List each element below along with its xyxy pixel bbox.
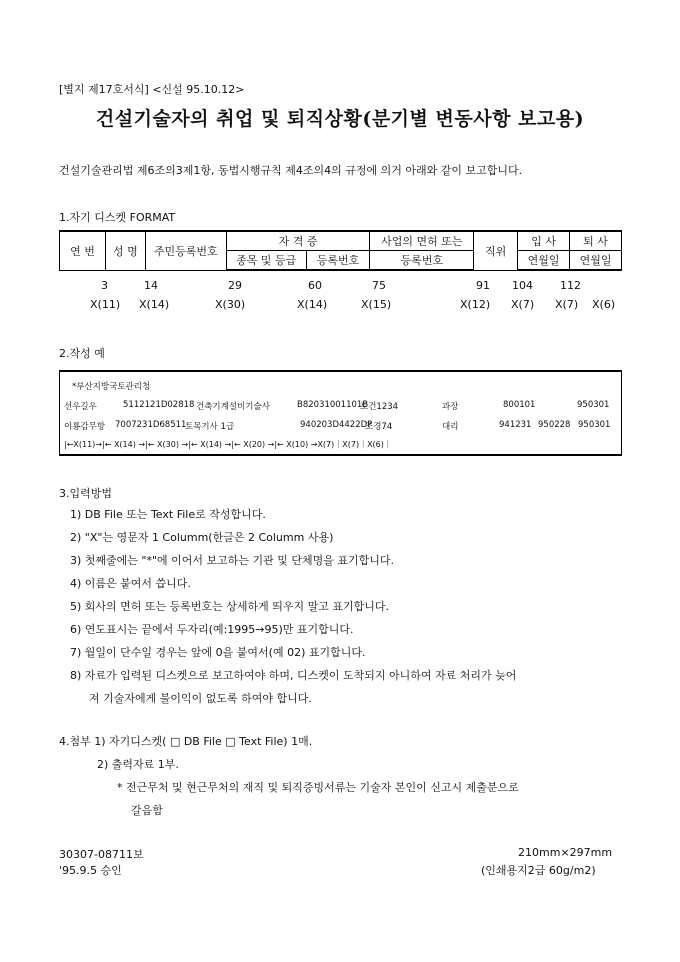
input-method-item: 5) 회사의 면허 또는 등록번호는 상세하게 띄우지 말고 표기합니다. xyxy=(70,600,390,613)
paper-size: 210mm×297mm xyxy=(518,846,613,859)
example-box xyxy=(59,370,622,456)
input-method-item: 1) DB File 또는 Text File로 작성합니다. xyxy=(70,508,266,521)
example-cell: 941231 xyxy=(499,420,532,430)
example-length-line: |←X(11)→|← X(14) →|← X(30) →|← X(14) →|← X(20) →|← X(10) →X(7)｜X(7)｜X(6)｜ xyxy=(64,440,392,449)
header-qualification: 자 격 증 xyxy=(226,231,370,251)
header-category-grade: 종목 및 등급 xyxy=(226,251,306,271)
example-cell: 800101 xyxy=(503,400,536,410)
input-method-item: 7) 월일이 단수일 경우는 앞에 0을 붙여서(예 02) 표기합니다. xyxy=(70,646,366,659)
field-position: 14 xyxy=(144,279,158,292)
section2-heading: 2.작성 예 xyxy=(59,347,105,360)
attachment-note-continued: 갈음함 xyxy=(131,804,163,817)
example-cell: 조경74 xyxy=(365,422,393,432)
attachment-note: * 전근무처 및 현근무처의 재직 및 퇴직증빙서류는 기술자 본인이 신고시 제출분으로 xyxy=(117,781,519,794)
example-cell: 건축기계설비기술사 xyxy=(196,402,270,412)
section3-heading: 3.입력방법 xyxy=(59,487,112,500)
field-length: X(30) xyxy=(215,298,246,311)
input-method-item: 8) 자료가 입력된 디스켓으로 보고하여야 하며, 디스켓이 도착되지 아니하여 자료 처리가 늦어 xyxy=(70,669,517,682)
input-method-item: 3) 첫째줄에는 "*"에 이어서 보고하는 기관 및 단체명을 표기합니다. xyxy=(70,554,395,567)
input-method-item: 4) 이름은 붙여서 씁니다. xyxy=(70,577,191,590)
input-method-item: 6) 연도표시는 끝에서 두자리(예:1995→95)만 표기합니다. xyxy=(70,623,354,636)
form-label: [별지 제17호서식] <신설 95.10.12> xyxy=(59,83,245,96)
header-hire: 입 사 xyxy=(518,231,570,251)
header-qual-reg-no: 등록번호 xyxy=(306,251,370,271)
field-length: X(14) xyxy=(297,298,328,311)
example-cell: 7007231D68511 xyxy=(115,420,187,430)
example-cell: 950301 xyxy=(577,400,610,410)
document-title: 건설기술자의 취업 및 퇴직상황(분기별 변동사항 보고용) xyxy=(95,108,585,130)
field-length: X(15) xyxy=(361,298,392,311)
example-cell: 950228 xyxy=(538,420,571,430)
input-method-item-continued: 져 기술자에게 불이익이 없도록 하여야 합니다. xyxy=(89,692,312,705)
header-position: 직위 xyxy=(474,231,518,270)
field-length: X(7) xyxy=(511,298,535,311)
field-length: X(11) xyxy=(90,298,121,311)
header-resident-no: 주민등록번호 xyxy=(145,231,226,270)
input-method-item: 2) "X"는 영문자 1 Columm(한글은 2 Columm 사용) xyxy=(70,531,334,544)
header-name: 성 명 xyxy=(105,231,145,270)
example-cell: 950301 xyxy=(578,420,611,430)
header-business-license: 사업의 면허 또는 xyxy=(370,231,474,251)
section1-heading: 1.자기 디스켓 FORMAT xyxy=(59,211,176,224)
example-cell: 대리 xyxy=(442,422,459,432)
header-retire: 퇴 사 xyxy=(570,231,622,251)
example-agency-line: *부산지방국토관리청 xyxy=(72,382,151,392)
example-cell: 토목기사 1급 xyxy=(185,422,235,432)
field-length: X(12) xyxy=(460,298,491,311)
field-position: 3 xyxy=(101,279,108,292)
intro-paragraph: 건설기술관리법 제6조의3제1항, 동법시행규칙 제4조의4의 규정에 의거 아래와 같이 보고합니다. xyxy=(59,164,523,177)
example-cell: 940203D4422DP xyxy=(300,420,373,430)
format-table xyxy=(59,230,622,271)
header-serial: 연 번 xyxy=(60,231,106,270)
example-cell: 과장 xyxy=(442,402,459,412)
approval-date: '95.9.5 승인 xyxy=(59,864,122,877)
field-length: X(6) xyxy=(592,298,616,311)
example-cell: 5112121D02818 xyxy=(123,400,195,410)
field-position: 60 xyxy=(308,279,322,292)
attachment-line: 4.첨부 1) 자기디스켓( □ DB File □ Text File) 1매. xyxy=(59,735,313,748)
example-cell: 토건1234 xyxy=(360,402,399,412)
attachment-line: 2) 출력자료 1부. xyxy=(97,758,179,771)
field-position: 29 xyxy=(228,279,242,292)
field-length: X(7) xyxy=(555,298,579,311)
header-hire-date: 연월일 xyxy=(518,251,570,271)
header-retire-date: 연월일 xyxy=(570,251,622,271)
paper-spec: (인쇄용지2급 60g/m2) xyxy=(481,864,596,877)
example-cell: 이룡감무항 xyxy=(64,422,106,432)
header-license-reg-no: 등록번호 xyxy=(370,251,474,271)
field-length: X(14) xyxy=(139,298,170,311)
field-position: 75 xyxy=(372,279,386,292)
example-cell: B82031001101B xyxy=(297,400,369,410)
form-code: 30307-08711보 xyxy=(59,848,144,861)
field-position: 104 xyxy=(512,279,533,292)
field-position: 112 xyxy=(560,279,581,292)
example-cell: 선우길우 xyxy=(64,402,97,412)
field-position: 91 xyxy=(476,279,490,292)
